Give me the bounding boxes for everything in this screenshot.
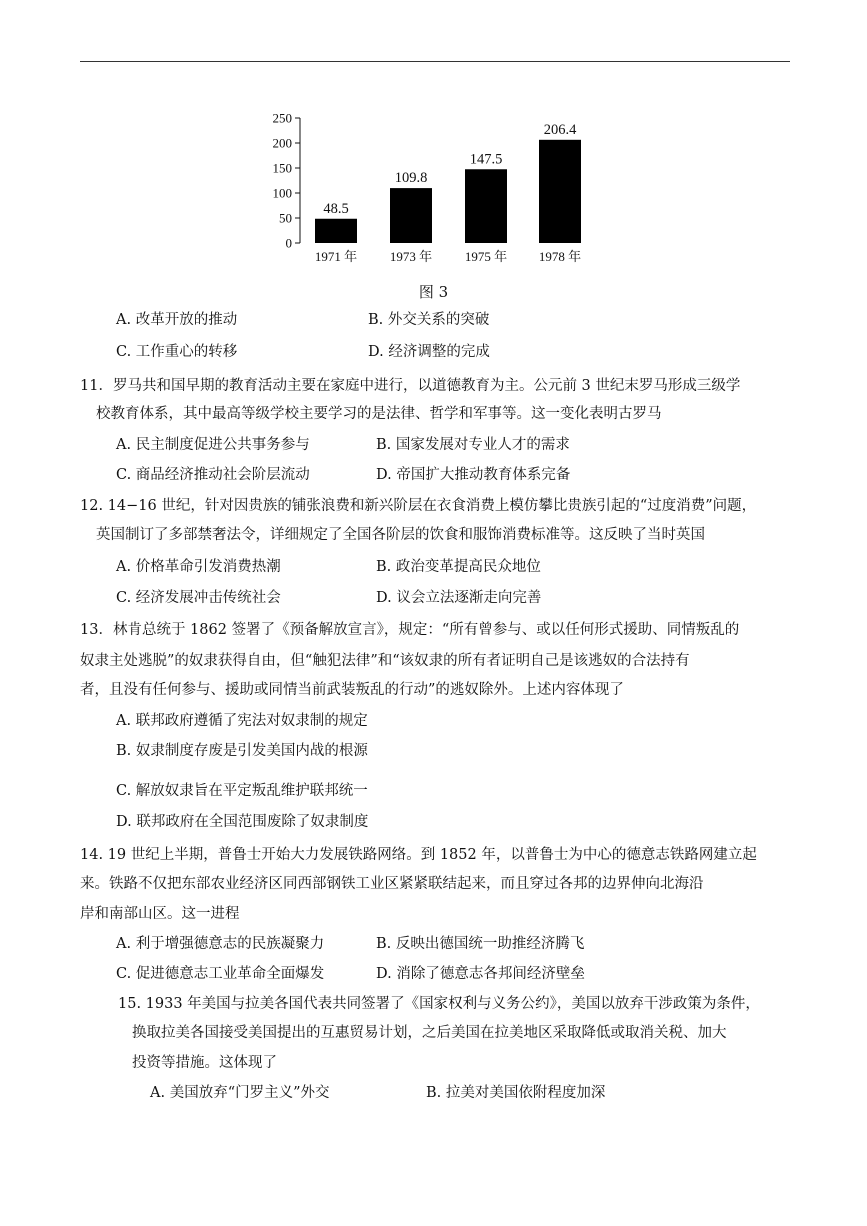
bar-value-label: 206.4 <box>543 121 577 138</box>
q14-stem-line3: 岸和南部山区。这一进程 <box>80 906 240 922</box>
q11-option-d: D. 帝国扩大推动教育体系完备 <box>376 467 571 483</box>
q12-option-b: B. 政治变革提高民众地位 <box>376 559 541 575</box>
q13-stem-line1: 13．林肯总统于 1862 签署了《预备解放宣言》，规定：“所有曾参与、或以任何形式援助、同情叛乱的 <box>80 622 740 638</box>
q13-option-a: A. 联邦政府遵循了宪法对奴隶制的规定 <box>116 713 368 729</box>
q11-option-a: A. 民主制度促进公共事务参与 <box>116 437 310 453</box>
q14-stem-line1: 14. 19 世纪上半期，普鲁士开始大力发展铁路网络。到 1852 年，以普鲁士为中心的德意志铁路网建立起 <box>80 847 757 863</box>
q13-option-b: B. 奴隶制度存废是引发美国内战的根源 <box>116 743 368 759</box>
q11-stem-line2: 校教育体系，其中最高等级学校主要学习的是法律、哲学和军事等。这一变化表明古罗马 <box>96 406 662 422</box>
bar-chart <box>262 104 602 276</box>
q14-option-a: A. 利于增强德意志的民族凝聚力 <box>116 936 325 952</box>
q14-stem-line2: 来。铁路不仅把东部农业经济区同西部钢铁工业区紧紧联结起来，而且穿过各邦的边界伸向北海沿 <box>80 876 704 892</box>
q10-option-a: A. 改革开放的推动 <box>116 312 238 328</box>
q15-stem-line3: 投资等措施。这体现了 <box>132 1055 277 1071</box>
q10-option-c: C. 工作重心的转移 <box>116 344 238 360</box>
q12-stem-line2: 英国制订了多部禁奢法令，详细规定了全国各阶层的饮食和服饰消费标准等。这反映了当时英国 <box>96 527 705 543</box>
bar <box>465 169 507 243</box>
q13-stem-line2: 奴隶主处逃脱”的奴隶获得自由，但“触犯法律”和“该奴隶的所有者证明自己是该逃奴的合法持有 <box>80 653 690 669</box>
bar-value-label: 109.8 <box>394 170 428 187</box>
bar-value-label: 48.5 <box>323 200 349 217</box>
bar-value-label: 147.5 <box>469 151 503 168</box>
q12-option-c: C. 经济发展冲击传统社会 <box>116 590 281 606</box>
bar <box>390 188 432 243</box>
bar <box>315 219 357 243</box>
q12-option-d: D. 议会立法逐渐走向完善 <box>376 590 542 606</box>
y-tick-label: 250 <box>272 110 292 126</box>
q11-stem-line1: 11．罗马共和国早期的教育活动主要在家庭中进行，以道德教育为主。公元前 3 世纪末罗马形成三级学 <box>80 378 741 394</box>
q15-stem-line2: 换取拉美各国接受美国提出的互惠贸易计划，之后美国在拉美地区采取降低或取消关税、加大 <box>132 1025 727 1041</box>
q11-option-c: C. 商品经济推动社会阶层流动 <box>116 467 310 483</box>
q11-option-b: B. 国家发展对专业人才的需求 <box>376 437 570 453</box>
q13-stem-line3: 者，且没有任何参与、援助或同情当前武装叛乱的行动”的逃奴除外。上述内容体现了 <box>80 682 624 698</box>
figure-caption: 图 3 <box>418 283 449 301</box>
q15-option-a: A. 美国放弃“门罗主义”外交 <box>150 1085 330 1101</box>
q12-stem-line1: 12. 14−16 世纪，针对因贵族的铺张浪费和新兴阶层在衣食消费上模仿攀比贵族引起的“过度消费”问题， <box>80 498 757 514</box>
q10-option-d: D. 经济调整的完成 <box>368 344 490 360</box>
y-tick-label: 200 <box>272 135 292 151</box>
q14-option-d: D. 消除了德意志各邦间经济壁垒 <box>376 966 585 982</box>
q12-option-a: A. 价格革命引发消费热潮 <box>116 559 281 575</box>
x-category-label: 1973 年 <box>389 249 433 264</box>
y-tick-label: 100 <box>272 185 292 201</box>
bar <box>539 140 581 243</box>
q15-stem-line1: 15. 1933 年美国与拉美各国代表共同签署了《国家权利与义务公约》，美国以放弃干涉政策为条件， <box>118 996 760 1012</box>
header-rule <box>80 61 790 62</box>
q13-option-c: C. 解放奴隶旨在平定叛乱维护联邦统一 <box>116 783 368 799</box>
x-category-label: 1971 年 <box>314 249 358 264</box>
q13-option-d: D. 联邦政府在全国范围废除了奴隶制度 <box>116 814 369 830</box>
q15-option-b: B. 拉美对美国依附程度加深 <box>426 1085 606 1101</box>
y-tick-label: 0 <box>285 235 292 251</box>
y-tick-label: 50 <box>279 210 292 226</box>
q14-option-c: C. 促进德意志工业革命全面爆发 <box>116 966 325 982</box>
q10-option-b: B. 外交关系的突破 <box>368 312 490 328</box>
x-category-label: 1978 年 <box>538 249 582 264</box>
x-category-label: 1975 年 <box>464 249 508 264</box>
q14-option-b: B. 反映出德国统一助推经济腾飞 <box>376 936 585 952</box>
y-tick-label: 150 <box>272 160 292 176</box>
